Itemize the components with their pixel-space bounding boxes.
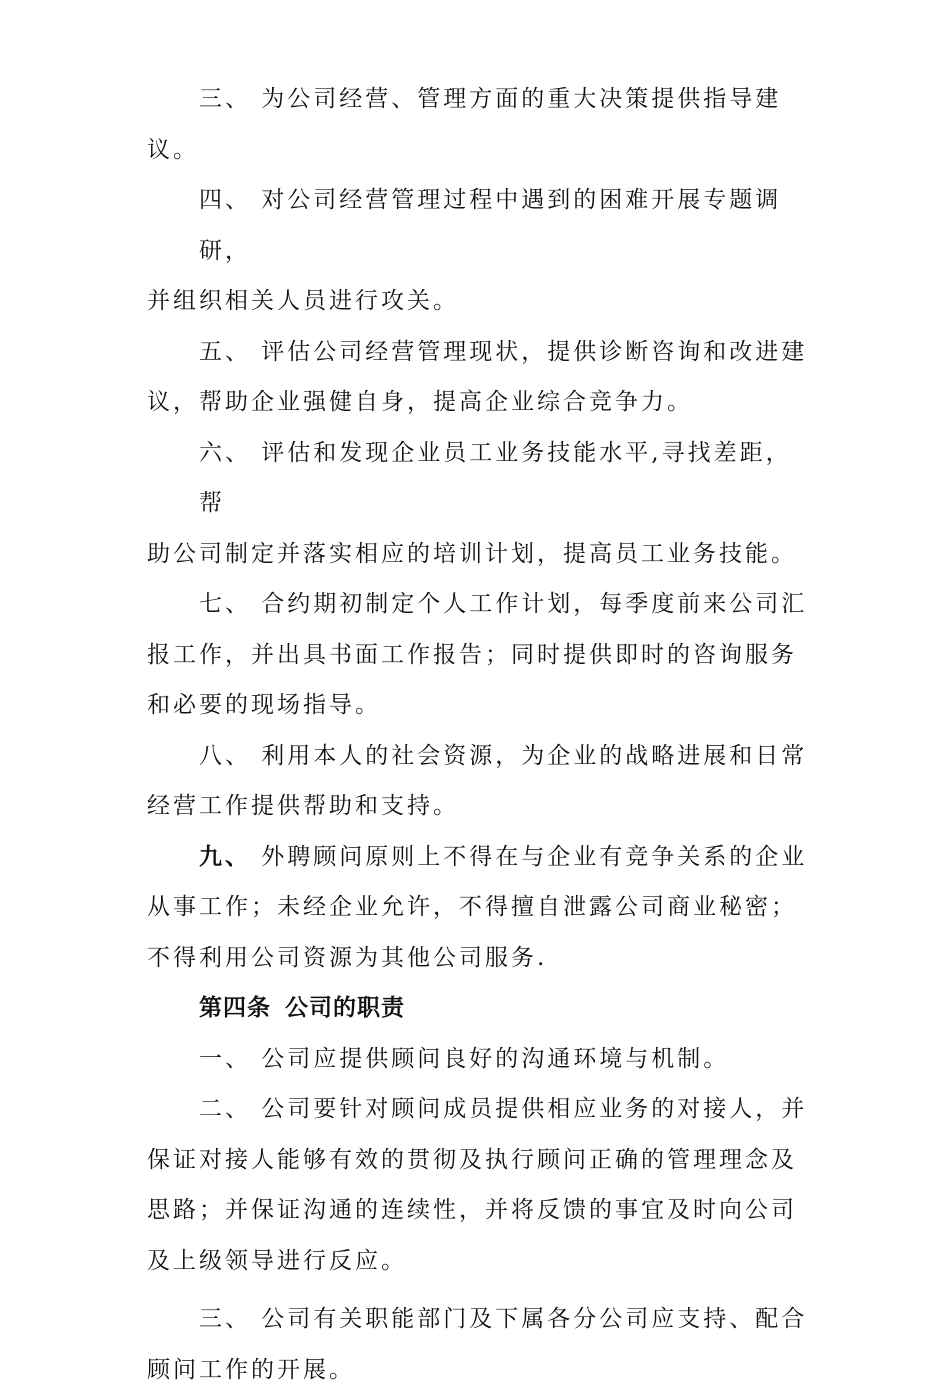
paragraph-item-3 [147, 74, 815, 175]
paragraph-line: 及上级领导进行反应。 [147, 1236, 815, 1287]
item-number: 九、 [199, 843, 251, 870]
paragraph-line: 议，帮助企业强健自身，提高企业综合竞争力。 [147, 377, 815, 428]
paragraph-item-9 [147, 832, 815, 984]
paragraph-item-4 [147, 175, 815, 327]
duty-item-2 [147, 1084, 815, 1286]
section-heading [147, 983, 815, 1034]
paragraph-line: 并组织相关人员进行攻关。 [147, 276, 815, 327]
document-body [147, 74, 815, 1395]
paragraph-line: 二、 公司要针对顾问成员提供相应业务的对接人，并 [147, 1084, 815, 1135]
paragraph-line: 一、 公司应提供顾问良好的沟通环境与机制。 [147, 1034, 815, 1085]
paragraph-line: 不得利用公司资源为其他公司服务. [147, 933, 815, 984]
paragraph-item-8 [147, 731, 815, 832]
paragraph-line: 六、 评估和发现企业员工业务技能水平,寻找差距，帮 [147, 428, 815, 529]
paragraph-line-text: 外聘顾问原则上不得在与企业有竞争关系的企业 [251, 844, 807, 870]
paragraph-line: 八、 利用本人的社会资源，为企业的战略进展和日常 [147, 731, 815, 782]
paragraph-line: 从事工作；未经企业允许，不得擅自泄露公司商业秘密； [147, 882, 815, 933]
paragraph-line: 助公司制定并落实相应的培训计划，提高员工业务技能。 [147, 529, 815, 580]
paragraph-line: 思路；并保证沟通的连续性，并将反馈的事宜及时向公司 [147, 1185, 815, 1236]
article-title: 公司的职责 [285, 994, 405, 1021]
paragraph-line: 七、 合约期初制定个人工作计划，每季度前来公司汇 [147, 579, 815, 630]
paragraph-item-5 [147, 327, 815, 428]
paragraph-line: 顾问工作的开展。 [147, 1345, 815, 1395]
paragraph-line: 五、 评估公司经营管理现状，提供诊断咨询和改进建 [147, 327, 815, 378]
paragraph-line: 保证对接人能够有效的贯彻及执行顾问正确的管理理念及 [147, 1135, 815, 1186]
paragraph-line: 三、 为公司经营、管理方面的重大决策提供指导建议。 [147, 74, 815, 175]
paragraph-line [147, 832, 815, 883]
duty-item-3 [147, 1294, 815, 1395]
paragraph-line: 经营工作提供帮助和支持。 [147, 781, 815, 832]
paragraph-line: 报工作，并出具书面工作报告；同时提供即时的咨询服务 [147, 630, 815, 681]
duty-item-1 [147, 1034, 815, 1085]
paragraph-line: 四、 对公司经营管理过程中遇到的困难开展专题调研， [147, 175, 815, 276]
article-number: 第四条 [199, 994, 271, 1021]
paragraph-line: 三、 公司有关职能部门及下属各分公司应支持、配合 [147, 1294, 815, 1345]
paragraph-line: 和必要的现场指导。 [147, 680, 815, 731]
paragraph-item-6 [147, 428, 815, 580]
paragraph-item-7 [147, 579, 815, 731]
